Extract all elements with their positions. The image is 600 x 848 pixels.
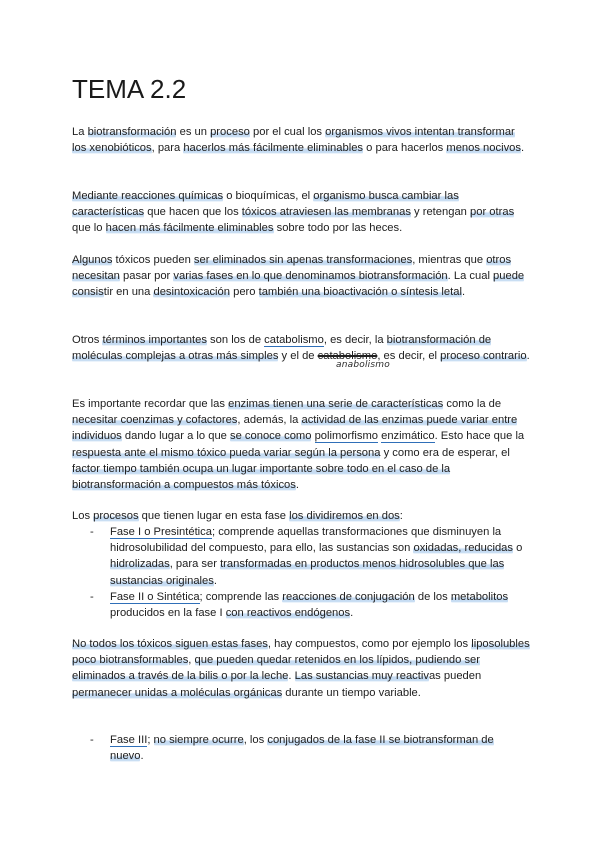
text: como la de — [443, 398, 502, 410]
highlight: liposolubles poco biotransformables — [72, 638, 530, 667]
paragraph-reactions — [72, 188, 532, 237]
highlight: conjugados de la fase II se biotransforman de nuevo — [110, 734, 494, 763]
paragraph-exceptions — [72, 636, 532, 701]
highlight: Algunos — [72, 254, 113, 266]
text: . — [526, 350, 530, 363]
underlined-term: enzimático — [381, 430, 435, 443]
highlight: hacen más fácilmente eliminables — [105, 222, 274, 235]
text: que lo — [72, 222, 106, 235]
text: durante un tiempo variable. — [282, 686, 421, 699]
highlight: oxidadas, reducidas — [413, 542, 513, 555]
highlight: otros necesitan — [72, 254, 512, 283]
text: Otros — [72, 334, 103, 346]
paragraph-enzymes — [72, 396, 532, 493]
highlight: permanecer unidas a moléculas orgánicas — [72, 686, 283, 699]
text: , los — [243, 734, 268, 746]
text: y retengan — [410, 206, 471, 219]
text: tir en una — [103, 286, 154, 299]
text: . — [288, 670, 295, 683]
text: de los — [414, 590, 451, 603]
handwritten-correction: anabolismo — [336, 360, 390, 370]
paragraph-processes — [72, 508, 532, 524]
highlight: puede consis — [72, 270, 525, 299]
text: , hay compuestos, como por ejemplo los — [267, 638, 472, 650]
highlight: por otras — [470, 206, 515, 219]
text: por el cual los — [249, 126, 326, 138]
text: , además, la — [237, 414, 302, 427]
highlight: proceso contrario — [440, 350, 527, 363]
text: producidos en la fase I — [110, 607, 226, 620]
text: que tienen lugar en esta fase — [138, 510, 290, 522]
list-item — [90, 524, 530, 589]
text: o para hacerlos — [363, 142, 447, 155]
highlight: respuesta ante el mismo tóxico pueda variar según la persona — [72, 446, 381, 459]
text: ; — [147, 734, 154, 746]
highlight: con reactivos endógenos — [225, 607, 351, 620]
highlight: hidrolizadas — [110, 558, 170, 571]
struck-term: catabolismo — [317, 350, 378, 363]
text: son los de — [206, 334, 265, 346]
text: , para — [151, 142, 184, 155]
highlight: se conoce como — [230, 430, 312, 443]
highlight: varias fases en lo que denominamos biotransformación — [173, 270, 448, 283]
text: . — [140, 750, 144, 763]
text: La — [72, 126, 88, 138]
highlight: tóxicos atraviesen las membranas — [241, 206, 411, 219]
text: . Esto hace que la — [434, 430, 525, 443]
text: o — [513, 542, 523, 555]
text: , para ser — [169, 558, 221, 571]
text: . La cual — [447, 270, 494, 283]
highlight: menos nocivos — [446, 142, 521, 155]
highlight: actividad de las enzimas puede variar entre individuos — [72, 414, 518, 443]
highlight: procesos — [93, 510, 139, 522]
text: dando lugar a lo que — [121, 430, 230, 443]
text: que hacen que los — [144, 206, 242, 219]
text: . — [213, 574, 217, 587]
text: . — [295, 479, 299, 492]
list-dash: - — [90, 734, 94, 746]
text: pasar por — [119, 270, 174, 283]
list-item — [90, 732, 530, 764]
paragraph-intro — [72, 124, 532, 156]
highlight: biotransformación de moléculas complejas a otras más simples — [72, 334, 492, 363]
text: y como era de esperar, el — [380, 446, 510, 459]
highlight: los dividiremos en dos — [289, 510, 400, 522]
underlined-term: catabolismo — [264, 334, 324, 346]
text: , — [188, 654, 195, 667]
highlight: Mediante reacciones químicas — [72, 190, 224, 202]
text: o bioquímicas, el — [223, 190, 314, 202]
text: sobre todo por las heces. — [273, 222, 403, 235]
text: . — [521, 142, 525, 155]
text: ; comprende las — [199, 590, 283, 603]
text: , mientras que — [412, 254, 487, 266]
text: . — [461, 286, 466, 299]
text: Los — [72, 510, 94, 522]
highlight: necesitar coenzimas y cofactores — [72, 414, 238, 427]
highlight: no siempre ocurre — [153, 734, 244, 746]
list-item — [90, 589, 530, 621]
highlight: enzimas tienen una serie de características — [228, 398, 444, 410]
paragraph-elimination — [72, 252, 532, 301]
text: , es decir, el — [377, 350, 441, 363]
highlight: organismos vivos intentan transformar los xenobióticos — [72, 126, 515, 155]
text: tóxicos pueden — [112, 254, 194, 266]
text: . — [350, 607, 354, 620]
text: Es importante recordar que las — [72, 398, 229, 410]
text: pero — [229, 286, 259, 299]
highlight: No todos los tóxicos siguen estas fases — [72, 638, 268, 650]
text: , es decir, la — [323, 334, 387, 346]
text: : — [399, 510, 403, 522]
highlight: factor tiempo también ocupa un lugar importante sobre todo en el caso de la biotransformación a compuestos más tóxicos — [72, 462, 451, 492]
underlined-term: Fase I o Presintética — [110, 526, 212, 538]
highlight: desintoxicación — [153, 286, 230, 299]
phases-list — [90, 524, 530, 621]
list-dash: - — [90, 590, 94, 603]
paragraph-catabolism — [72, 332, 532, 364]
highlight: transformadas en productos menos hidrosolubles que las sustancias originales — [110, 558, 505, 587]
underlined-term: Fase II o Sintética — [110, 590, 200, 603]
highlight: biotransformación — [87, 126, 177, 138]
highlight: organismo busca cambiar las características — [72, 190, 459, 219]
text: ; comprende aquellas transformaciones que disminuyen la hidrosolubilidad del compuesto, para ello, las sustancias son — [110, 526, 502, 555]
page-title: TEMA 2.2 — [72, 74, 187, 104]
underlined-term: Fase III — [110, 734, 148, 746]
highlight: reacciones de conjugación — [282, 590, 415, 603]
text: as pueden — [428, 670, 482, 683]
highlight: hacerlos más fácilmente eliminables — [183, 142, 364, 155]
highlight: también una bioactivación o síntesis letal — [258, 286, 462, 299]
text: y el de — [278, 350, 318, 363]
text: es un — [176, 126, 211, 138]
underlined-term: polimorfismo — [314, 430, 378, 443]
highlight: términos importantes — [102, 334, 207, 346]
highlight: metabolitos — [450, 590, 509, 603]
highlight: que pueden quedar retenidos en los lípidos, pudiendo ser eliminados a través de la bilis o por la leche — [72, 654, 481, 683]
highlight: proceso — [210, 126, 250, 138]
highlight: ser eliminados sin apenas transformaciones — [193, 254, 413, 266]
phase-three-list — [90, 732, 530, 764]
list-dash: - — [90, 526, 94, 538]
highlight: Las sustancias muy reactiv — [294, 670, 429, 683]
